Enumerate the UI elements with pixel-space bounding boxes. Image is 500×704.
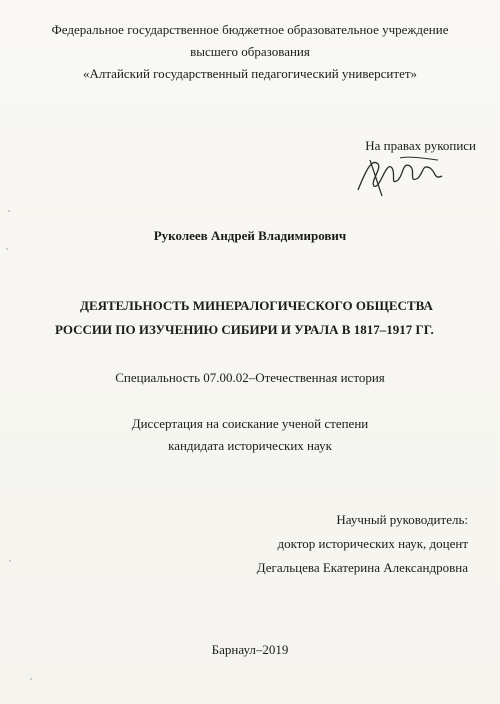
signature-icon xyxy=(352,150,448,200)
scan-speck xyxy=(8,210,10,212)
institution-line-2: высшего образования xyxy=(190,44,310,59)
supervisor-degree: доктор исторических наук, доцент xyxy=(277,536,468,551)
institution-line-3: «Алтайский государственный педагогический университет» xyxy=(82,66,418,81)
institution-line-1: Федеральное государственное бюджетное образовательное учреждение xyxy=(51,22,449,37)
manuscript-note: На правах рукописи xyxy=(365,138,476,153)
title-line-2: РОССИИ ПО ИЗУЧЕНИЮ СИБИРИ И УРАЛА В 1817–1917 ГГ. xyxy=(55,322,434,337)
place-and-year: Барнаул–2019 xyxy=(211,642,289,657)
dissertation-line-1: Диссертация на соискание ученой степени xyxy=(131,416,369,431)
dissertation-line-2: кандидата исторических наук xyxy=(168,438,332,453)
supervisor-name: Дегальцева Екатерина Александровна xyxy=(256,560,468,575)
scan-speck xyxy=(30,678,32,680)
scan-speck xyxy=(6,248,8,250)
scan-speck xyxy=(9,560,11,562)
supervisor-label: Научный руководитель: xyxy=(336,512,468,527)
title-line-1: ДЕЯТЕЛЬНОСТЬ МИНЕРАЛОГИЧЕСКОГО ОБЩЕСТВА xyxy=(80,298,433,313)
specialty: Специальность 07.00.02–Отечественная история xyxy=(115,370,385,385)
author-name: Руколеев Андрей Владимирович xyxy=(153,228,347,243)
